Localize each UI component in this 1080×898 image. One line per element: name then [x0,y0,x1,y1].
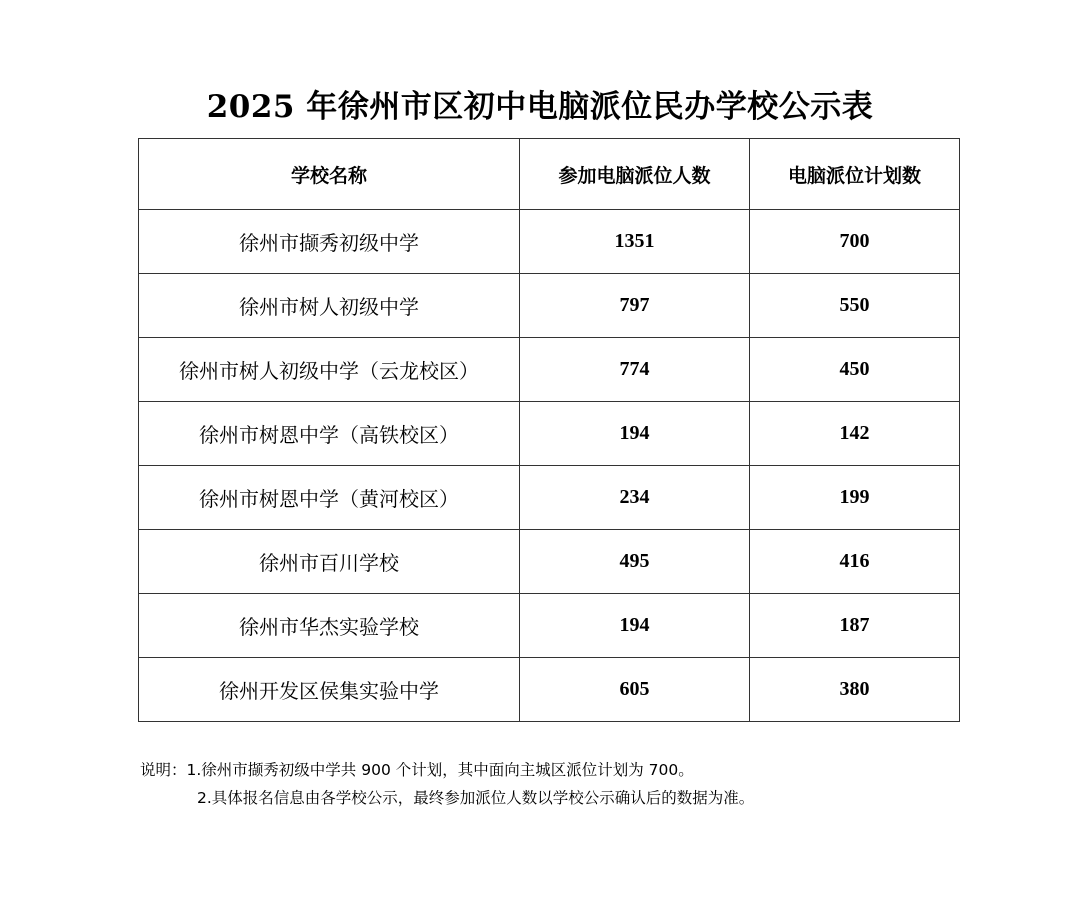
school-name-cell: 徐州市树恩中学（高铁校区） [139,402,520,466]
school-name-cell: 徐州市百川学校 [139,530,520,594]
plan-cell: 142 [750,402,960,466]
participants-cell: 774 [520,338,750,402]
school-name-cell: 徐州市华杰实验学校 [139,594,520,658]
note-line-2 [140,784,754,812]
table-row [139,658,960,722]
note-item-2: 2.具体报名信息由各学校公示，最终参加派位人数以学校公示确认后的数据为准。 [197,789,755,807]
plan-cell: 380 [750,658,960,722]
table-header-row [139,139,960,210]
participants-cell: 797 [520,274,750,338]
plan-cell: 700 [750,210,960,274]
participants-cell: 234 [520,466,750,530]
table-row [139,402,960,466]
header-school-name: 学校名称 [139,139,520,210]
plan-cell: 416 [750,530,960,594]
school-name-cell: 徐州开发区侯集实验中学 [139,658,520,722]
note-line-1 [140,756,754,784]
school-name-cell: 徐州市撷秀初级中学 [139,210,520,274]
school-name-cell: 徐州市树人初级中学 [139,274,520,338]
plan-cell: 550 [750,274,960,338]
participants-cell: 194 [520,594,750,658]
participants-cell: 194 [520,402,750,466]
notes-label: 说明： [140,761,187,779]
school-name-cell: 徐州市树人初级中学（云龙校区） [139,338,520,402]
table-row [139,210,960,274]
table-row [139,466,960,530]
table-row [139,594,960,658]
note-item-1: 1.徐州市撷秀初级中学共 900 个计划，其中面向主城区派位计划为 700。 [186,761,694,779]
header-plan: 电脑派位计划数 [750,139,960,210]
table-row [139,274,960,338]
page-title: 2025 年徐州市区初中电脑派位民办学校公示表 [206,89,874,125]
table-row [139,530,960,594]
participants-cell: 605 [520,658,750,722]
notes-section [140,756,754,812]
participants-cell: 1351 [520,210,750,274]
table-row [139,338,960,402]
header-participants: 参加电脑派位人数 [520,139,750,210]
plan-cell: 199 [750,466,960,530]
plan-cell: 450 [750,338,960,402]
school-name-cell: 徐州市树恩中学（黄河校区） [139,466,520,530]
school-table [138,138,960,722]
participants-cell: 495 [520,530,750,594]
plan-cell: 187 [750,594,960,658]
